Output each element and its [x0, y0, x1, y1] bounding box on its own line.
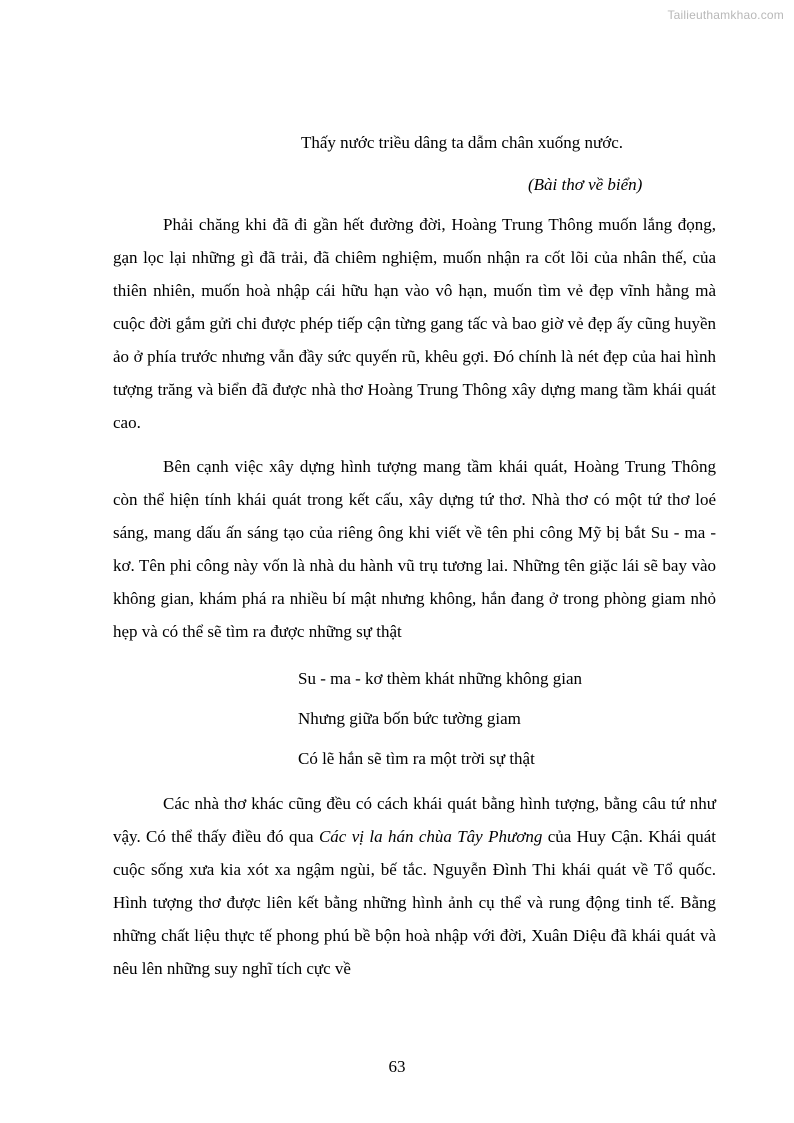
paragraph-3-text-after: của Huy Cận. Khái quát cuộc sống xưa kia xót xa ngậm ngùi, bế tắc. Nguyễn Đình Thi khái quát về Tổ quốc. Hình tượng thơ được liên kết bằng những hình ảnh cụ thể và rung động tinh tế. Bằng những chất liệu thực tế phong phú bề bộn hoà nhập với đời, Xuân Diệu đã khái quát và nêu lên những suy nghĩ tích cực về — [113, 827, 716, 978]
watermark-text: Tailieuthamkhao.com — [667, 8, 784, 22]
verse-line-1: Su - ma - kơ thèm khát những không gian — [298, 669, 583, 688]
paragraph-3 — [113, 787, 716, 985]
verse-line-3: Có lẽ hắn sẽ tìm ra một trời sự thật — [298, 749, 535, 768]
paragraph-2: Bên cạnh việc xây dựng hình tượng mang tầm khái quát, Hoàng Trung Thông còn thể hiện tính khái quát trong kết cấu, xây dựng tứ thơ. Nhà thơ có một tứ thơ loé sáng, mang dấu ấn sáng tạo của riêng ông khi viết về tên phi công Mỹ bị bắt Su - ma - kơ. Tên phi công này vốn là nhà du hành vũ trụ tương lai. Những tên giặc lái sẽ bay vào không gian, khám phá ra nhiều bí mật nhưng không, hắn đang ở trong phòng giam nhỏ hẹp và có thể sẽ tìm ra được những sự thật — [113, 457, 716, 641]
verse-line-2: Nhưng giữa bốn bức tường giam — [298, 709, 521, 728]
paragraph-1: Phải chăng khi đã đi gần hết đường đời, Hoàng Trung Thông muốn lắng đọng, gạn lọc lại những gì đã trải, đã chiêm nghiệm, muốn nhận ra cốt lõi của nhân thế, của thiên nhiên, muốn hoà nhập cái hữu hạn vào vô hạn, muốn tìm vẻ đẹp vĩnh hằng mà cuộc đời gắm gửi chi được phép tiếp cận từng gang tấc và bao giờ vẻ đẹp ấy cũng huyền ảo ở phía trước nhưng vẫn đầy sức quyến rũ, khêu gợi. Đó chính là nét đẹp của hai hình tượng trăng và biển đã được nhà thơ Hoàng Trung Thông xây dựng mang tầm khái quát cao. — [113, 215, 716, 432]
page-number: 63 — [388, 1057, 406, 1076]
verse-block — [113, 659, 716, 779]
poem-source-citation: (Bài thơ về biển) — [528, 175, 643, 194]
poem-quote-line: Thấy nước triều dâng ta dẫm chân xuống nước. — [301, 133, 624, 152]
paragraph-3-text-before: Các nhà thơ khác cũng đều có cách khái quát bằng hình tượng, bằng câu tứ như vậy. Có thể thấy điều đó qua — [113, 794, 716, 846]
page-content — [113, 126, 716, 996]
work-title-italic: Các vị la hán chùa Tây Phương — [318, 827, 543, 846]
